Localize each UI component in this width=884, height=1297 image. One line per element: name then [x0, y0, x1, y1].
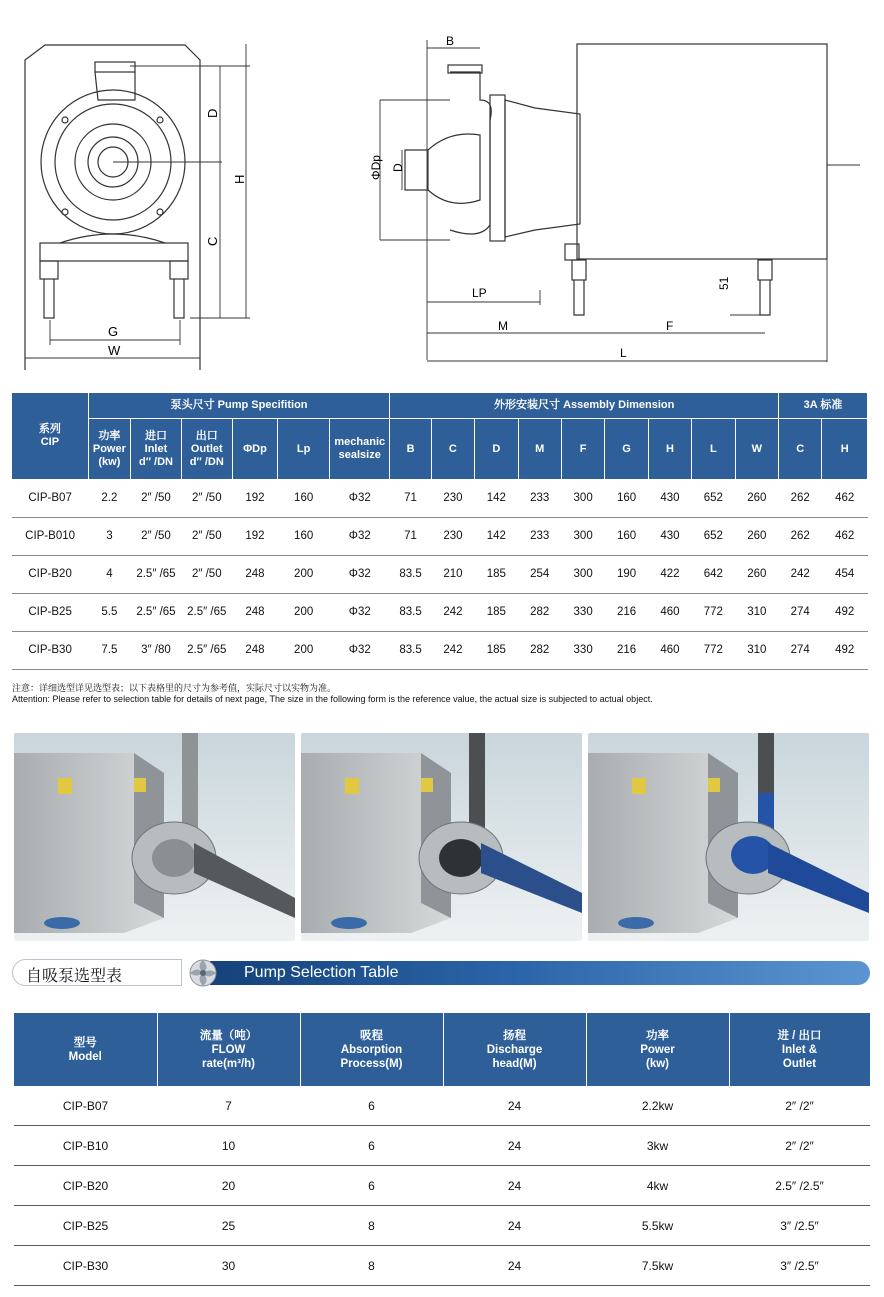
spec-col-header: Lp	[278, 419, 330, 480]
dim-label-c: C	[205, 236, 220, 246]
side-view-drawing	[340, 0, 884, 372]
value-cell: 652	[692, 517, 735, 555]
value-cell: 260	[735, 555, 778, 593]
value-cell: 2.5″ /2.5″	[729, 1166, 870, 1206]
pump-spec-table	[12, 393, 868, 670]
dim-label-lp: LP	[472, 286, 487, 300]
value-cell: 2.5″ /65	[181, 593, 232, 631]
value-cell: 8	[300, 1206, 443, 1246]
spec-col-header: M	[518, 419, 561, 480]
table-row	[12, 479, 868, 517]
table-row	[14, 1126, 870, 1166]
model-cell: CIP-B30	[12, 631, 88, 669]
col-series: 系列 CIP	[12, 393, 88, 479]
value-cell: 185	[475, 593, 518, 631]
table-row	[14, 1206, 870, 1246]
value-cell: 2.2kw	[586, 1086, 729, 1126]
table-row	[14, 1166, 870, 1206]
spec-col-header: ΦDp	[232, 419, 278, 480]
value-cell: 2.5″ /65	[131, 593, 182, 631]
value-cell: 330	[561, 631, 604, 669]
value-cell: 83.5	[390, 555, 431, 593]
value-cell: 20	[157, 1166, 300, 1206]
value-cell: Φ32	[330, 517, 390, 555]
value-cell: 3″ /80	[131, 631, 182, 669]
table-row	[12, 517, 868, 555]
spec-col-header: 功率 Power (kw)	[88, 419, 130, 480]
value-cell: 24	[443, 1246, 586, 1286]
note-en: Attention: Please refer to selection table for details of next page, The size in the following form is the reference value, the actual size is subjected to actual object.	[12, 694, 653, 704]
selection-col-header: 功率 Power (kw)	[586, 1013, 729, 1086]
impeller-icon	[182, 956, 224, 990]
spec-col-header: H	[648, 419, 691, 480]
model-cell: CIP-B07	[14, 1086, 157, 1126]
value-cell: 262	[779, 479, 822, 517]
spec-col-header: W	[735, 419, 778, 480]
value-cell: 233	[518, 517, 561, 555]
group-assembly: 外形安装尺寸 Assembly Dimension	[390, 393, 779, 419]
value-cell: 6	[300, 1126, 443, 1166]
value-cell: 772	[692, 631, 735, 669]
selection-col-header: 吸程 Absorption Process(M)	[300, 1013, 443, 1086]
value-cell: 24	[443, 1166, 586, 1206]
value-cell: 248	[232, 555, 278, 593]
model-cell: CIP-B010	[12, 517, 88, 555]
value-cell: 462	[822, 517, 868, 555]
value-cell: 642	[692, 555, 735, 593]
value-cell: 4	[88, 555, 130, 593]
table-row	[14, 1246, 870, 1286]
value-cell: 30	[157, 1246, 300, 1286]
value-cell: 2″ /50	[181, 517, 232, 555]
attention-note	[12, 683, 653, 705]
value-cell: 300	[561, 479, 604, 517]
value-cell: Φ32	[330, 631, 390, 669]
value-cell: 24	[443, 1086, 586, 1126]
spec-col-header: C	[779, 419, 822, 480]
value-cell: 6	[300, 1166, 443, 1206]
value-cell: 282	[518, 631, 561, 669]
value-cell: 772	[692, 593, 735, 631]
dim-label-d-side: D	[391, 163, 405, 172]
value-cell: 7	[157, 1086, 300, 1126]
dim-label-g: G	[108, 324, 119, 339]
value-cell: 454	[822, 555, 868, 593]
value-cell: 142	[475, 517, 518, 555]
value-cell: 492	[822, 593, 868, 631]
model-cell: CIP-B20	[12, 555, 88, 593]
value-cell: 200	[278, 555, 330, 593]
value-cell: 2″ /50	[131, 479, 182, 517]
value-cell: 310	[735, 631, 778, 669]
value-cell: 492	[822, 631, 868, 669]
dim-label-l: L	[620, 346, 627, 360]
value-cell: 2″ /50	[131, 517, 182, 555]
value-cell: 460	[648, 593, 691, 631]
table-row	[12, 631, 868, 669]
value-cell: 310	[735, 593, 778, 631]
dim-label-51: 51	[717, 276, 731, 290]
spec-col-header: B	[390, 419, 431, 480]
selection-col-header: 进 / 出口 Inlet & Outlet	[729, 1013, 870, 1086]
value-cell: 430	[648, 517, 691, 555]
value-cell: 262	[779, 517, 822, 555]
value-cell: 200	[278, 631, 330, 669]
value-cell: 430	[648, 479, 691, 517]
value-cell: 300	[561, 555, 604, 593]
dim-label-m: M	[498, 319, 508, 333]
value-cell: 462	[822, 479, 868, 517]
value-cell: 242	[431, 593, 474, 631]
section-title-cn: 自吸泵选型表	[26, 968, 123, 985]
table-row	[14, 1086, 870, 1126]
value-cell: 330	[561, 593, 604, 631]
model-cell: CIP-B20	[14, 1166, 157, 1206]
spec-col-header: D	[475, 419, 518, 480]
value-cell: 3″ /2.5″	[729, 1246, 870, 1286]
selection-col-header: 流量（吨） FLOW rate(m³/h)	[157, 1013, 300, 1086]
value-cell: 8	[300, 1246, 443, 1286]
value-cell: 260	[735, 517, 778, 555]
value-cell: 190	[605, 555, 648, 593]
value-cell: 242	[431, 631, 474, 669]
spec-col-header: C	[431, 419, 474, 480]
value-cell: 7.5	[88, 631, 130, 669]
value-cell: 3″ /2.5″	[729, 1206, 870, 1246]
value-cell: 160	[605, 517, 648, 555]
value-cell: 2.2	[88, 479, 130, 517]
model-cell: CIP-B30	[14, 1246, 157, 1286]
value-cell: 274	[779, 631, 822, 669]
pump-photo-1	[14, 733, 295, 941]
value-cell: 2.5″ /65	[181, 631, 232, 669]
pump-photo-3	[588, 733, 869, 941]
note-cn: 注意：详细选型详见选型表；以下表格里的尺寸为参考值，实际尺寸以实物为准。	[12, 683, 337, 693]
value-cell: 24	[443, 1206, 586, 1246]
group-3a-standard: 3A 标准	[779, 393, 868, 419]
model-cell: CIP-B07	[12, 479, 88, 517]
spec-col-header: mechanic sealsize	[330, 419, 390, 480]
value-cell: 160	[278, 479, 330, 517]
value-cell: 216	[605, 631, 648, 669]
spec-col-header: G	[605, 419, 648, 480]
value-cell: 216	[605, 593, 648, 631]
value-cell: 83.5	[390, 631, 431, 669]
table-row	[12, 555, 868, 593]
value-cell: 5.5kw	[586, 1206, 729, 1246]
value-cell: 3	[88, 517, 130, 555]
table-row	[12, 593, 868, 631]
value-cell: 652	[692, 479, 735, 517]
value-cell: 460	[648, 631, 691, 669]
spec-col-header: 出口 Outlet d″ /DN	[181, 419, 232, 480]
value-cell: 2″ /2″	[729, 1086, 870, 1126]
value-cell: 4kw	[586, 1166, 729, 1206]
pump-selection-table	[14, 1013, 871, 1286]
value-cell: 7.5kw	[586, 1246, 729, 1286]
value-cell: 185	[475, 631, 518, 669]
front-view-drawing	[0, 0, 280, 372]
selection-col-header: 扬程 Discharge head(M)	[443, 1013, 586, 1086]
value-cell: 2″ /50	[181, 479, 232, 517]
dim-label-b: B	[446, 34, 455, 48]
selection-col-header: 型号 Model	[14, 1013, 157, 1086]
model-cell: CIP-B25	[12, 593, 88, 631]
value-cell: 83.5	[390, 593, 431, 631]
value-cell: 2″ /50	[181, 555, 232, 593]
dim-label-dp: ΦDp	[369, 155, 383, 180]
dim-label-h: H	[232, 174, 247, 184]
value-cell: 248	[232, 593, 278, 631]
value-cell: 6	[300, 1086, 443, 1126]
value-cell: 71	[390, 517, 431, 555]
model-cell: CIP-B10	[14, 1126, 157, 1166]
value-cell: 2″ /2″	[729, 1126, 870, 1166]
spec-col-header: L	[692, 419, 735, 480]
value-cell: 192	[232, 517, 278, 555]
value-cell: 282	[518, 593, 561, 631]
value-cell: 210	[431, 555, 474, 593]
value-cell: 233	[518, 479, 561, 517]
value-cell: 422	[648, 555, 691, 593]
value-cell: 71	[390, 479, 431, 517]
pump-photo-2	[301, 733, 582, 941]
spec-col-header: F	[561, 419, 604, 480]
value-cell: 2.5″ /65	[131, 555, 182, 593]
value-cell: 274	[779, 593, 822, 631]
value-cell: 260	[735, 479, 778, 517]
value-cell: 10	[157, 1126, 300, 1166]
group-pump-spec: 泵头尺寸 Pump Specifition	[88, 393, 390, 419]
dim-label-d: D	[205, 108, 220, 118]
value-cell: 254	[518, 555, 561, 593]
value-cell: 230	[431, 479, 474, 517]
dim-label-f: F	[666, 319, 674, 333]
value-cell: Φ32	[330, 555, 390, 593]
spec-col-header: H	[822, 419, 868, 480]
spec-col-header: 进口 Inlet d″ /DN	[131, 419, 182, 480]
section-title-en: Pump Selection Table	[244, 964, 399, 981]
value-cell: 185	[475, 555, 518, 593]
value-cell: 248	[232, 631, 278, 669]
value-cell: 230	[431, 517, 474, 555]
value-cell: 142	[475, 479, 518, 517]
value-cell: 24	[443, 1126, 586, 1166]
value-cell: 192	[232, 479, 278, 517]
value-cell: 25	[157, 1206, 300, 1246]
value-cell: 160	[605, 479, 648, 517]
value-cell: Φ32	[330, 593, 390, 631]
value-cell: 160	[278, 517, 330, 555]
selection-section-header	[12, 958, 870, 988]
value-cell: 3kw	[586, 1126, 729, 1166]
value-cell: 242	[779, 555, 822, 593]
value-cell: 5.5	[88, 593, 130, 631]
value-cell: 300	[561, 517, 604, 555]
model-cell: CIP-B25	[14, 1206, 157, 1246]
value-cell: 200	[278, 593, 330, 631]
dim-label-w: W	[108, 343, 121, 358]
value-cell: Φ32	[330, 479, 390, 517]
